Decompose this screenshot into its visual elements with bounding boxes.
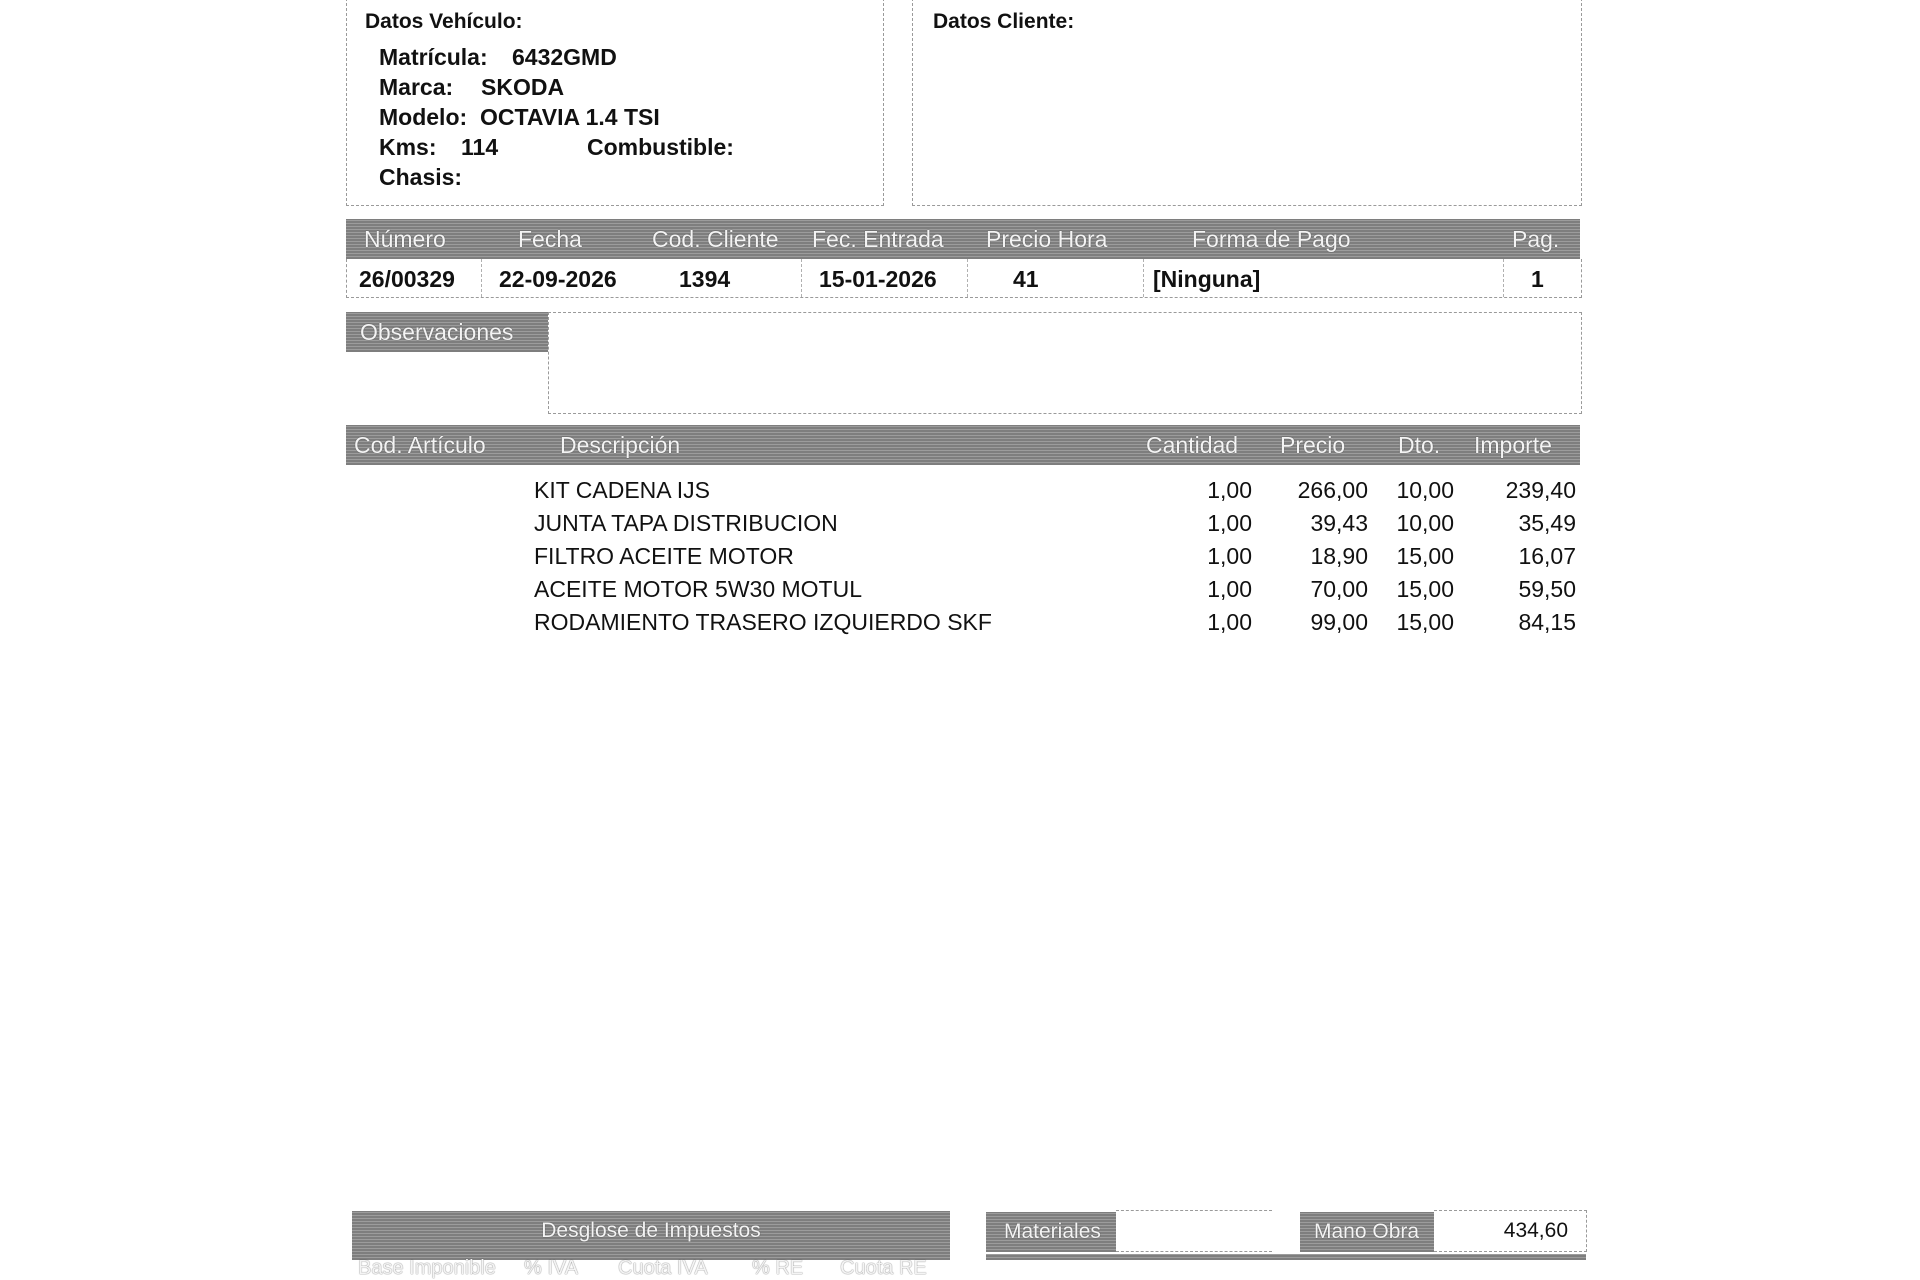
items-header-code: Cod. Artículo <box>354 432 486 458</box>
item-description: FILTRO ACEITE MOTOR <box>534 543 794 569</box>
kms-label: Kms: <box>379 134 437 160</box>
tax-col-vat-rate: % IVA <box>524 1257 579 1279</box>
labour-value: 434,60 <box>1503 1219 1568 1242</box>
item-discount: 15,00 <box>1396 543 1454 569</box>
item-amount: 84,15 <box>1518 609 1576 635</box>
header-payment-method: Forma de Pago <box>1192 226 1351 252</box>
item-quantity: 1,00 <box>1207 543 1252 569</box>
items-header-amount: Importe <box>1474 432 1552 458</box>
observations-label: Observaciones <box>346 312 548 352</box>
entry-date: 15-01-2026 <box>819 266 937 292</box>
totals-bar <box>986 1254 1586 1260</box>
tax-col-re-rate: % RE <box>752 1257 804 1279</box>
tax-col-re-amount: Cuota RE <box>840 1257 927 1279</box>
vehicle-data-heading: Datos Vehículo: <box>365 10 523 33</box>
plate-label: Matrícula: <box>379 44 488 70</box>
model-value: OCTAVIA 1.4 TSI <box>480 104 660 130</box>
labour-value-box <box>1434 1210 1587 1252</box>
cell-divider <box>1503 259 1504 297</box>
cell-divider <box>481 259 482 297</box>
fuel-label: Combustible: <box>587 134 734 160</box>
items-header-description: Descripción <box>560 432 681 458</box>
header-hour-price: Precio Hora <box>986 226 1108 252</box>
tax-breakdown-title: Desglose de Impuestos <box>541 1219 761 1242</box>
payment-method: [Ninguna] <box>1153 266 1261 292</box>
invoice-values-row <box>346 259 1582 298</box>
item-price: 39,43 <box>1310 510 1368 536</box>
labour-label: Mano Obra <box>1300 1212 1434 1252</box>
items-header-discount: Dto. <box>1398 432 1441 458</box>
items-list <box>0 474 1600 644</box>
observations-box <box>548 312 1582 414</box>
tax-col-base: Base Imponible <box>358 1257 496 1279</box>
items-header-quantity: Cantidad <box>1146 432 1239 458</box>
item-amount: 239,40 <box>1505 477 1576 503</box>
list-item <box>0 540 1600 573</box>
item-description: JUNTA TAPA DISTRIBUCION <box>534 510 838 536</box>
item-price: 266,00 <box>1297 477 1368 503</box>
item-description: ACEITE MOTOR 5W30 MOTUL <box>534 576 863 602</box>
hour-price: 41 <box>1013 266 1039 292</box>
item-discount: 15,00 <box>1396 576 1454 602</box>
vehicle-data-box <box>346 0 884 206</box>
item-description: RODAMIENTO TRASERO IZQUIERDO SKF <box>534 609 992 635</box>
item-quantity: 1,00 <box>1207 477 1252 503</box>
item-price: 99,00 <box>1310 609 1368 635</box>
chassis-label: Chasis: <box>379 164 463 190</box>
item-price: 18,90 <box>1310 543 1368 569</box>
plate-value: 6432GMD <box>512 44 617 70</box>
cell-divider <box>1143 259 1144 297</box>
client-data-heading: Datos Cliente: <box>933 10 1075 33</box>
item-discount: 10,00 <box>1396 477 1454 503</box>
tax-breakdown-box <box>352 1211 950 1279</box>
item-discount: 15,00 <box>1396 609 1454 635</box>
invoice-number: 26/00329 <box>359 266 455 292</box>
item-discount: 10,00 <box>1396 510 1454 536</box>
brand-value: SKODA <box>481 74 565 100</box>
client-data-box <box>912 0 1582 206</box>
materials-value-box <box>1116 1210 1272 1252</box>
item-quantity: 1,00 <box>1207 576 1252 602</box>
item-quantity: 1,00 <box>1207 510 1252 536</box>
item-amount: 59,50 <box>1518 576 1576 602</box>
kms-value: 114 <box>461 134 499 160</box>
model-label: Modelo: <box>379 104 468 130</box>
cell-divider <box>801 259 802 297</box>
header-page: Pag. <box>1512 226 1560 252</box>
header-client-code: Cod. Cliente <box>652 226 779 252</box>
brand-label: Marca: <box>379 74 454 100</box>
client-code: 1394 <box>679 266 731 292</box>
items-header-price: Precio <box>1280 432 1346 458</box>
list-item <box>0 606 1600 639</box>
invoice-date: 22-09-2026 <box>499 266 617 292</box>
cell-divider <box>967 259 968 297</box>
item-amount: 16,07 <box>1518 543 1576 569</box>
header-entry-date: Fec. Entrada <box>812 226 944 252</box>
item-price: 70,00 <box>1310 576 1368 602</box>
list-item <box>0 474 1600 507</box>
list-item <box>0 507 1600 540</box>
item-amount: 35,49 <box>1518 510 1576 536</box>
invoice-header-bar <box>346 219 1580 259</box>
header-number: Número <box>364 226 446 252</box>
header-date: Fecha <box>518 226 582 252</box>
items-header-bar <box>346 425 1580 465</box>
tax-col-vat-amount: Cuota IVA <box>618 1257 708 1279</box>
page-number: 1 <box>1531 266 1544 292</box>
list-item <box>0 573 1600 606</box>
item-quantity: 1,00 <box>1207 609 1252 635</box>
materials-label: Materiales <box>986 1212 1116 1252</box>
item-description: KIT CADENA IJS <box>534 477 710 503</box>
